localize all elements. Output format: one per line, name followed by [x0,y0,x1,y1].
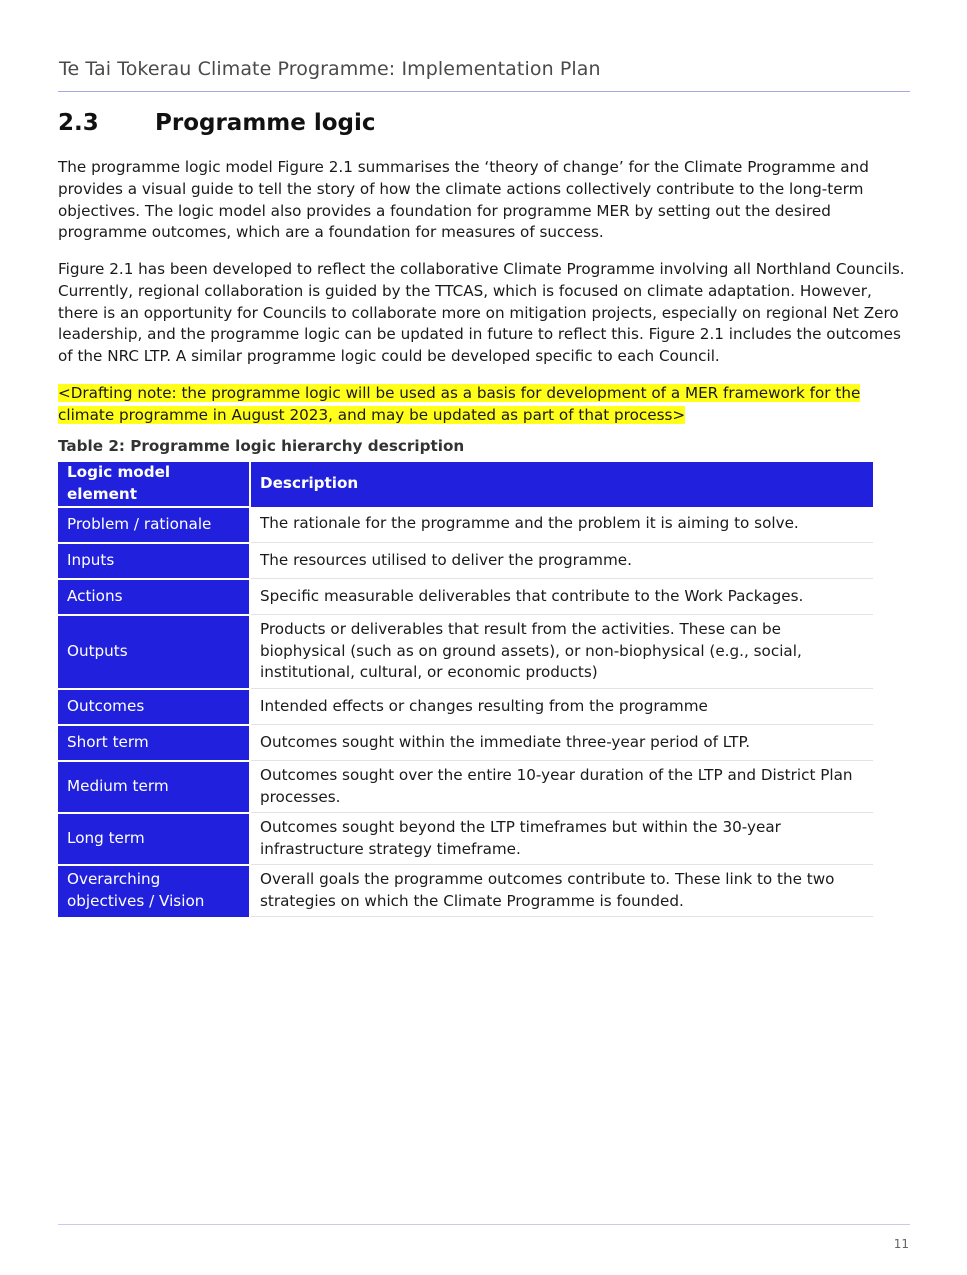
drafting-note-highlight: <Drafting note: the programme logic will be used as a basis for development of a MER framework for the climate programme in August 2023, and may be updated as part of that process> [58,384,861,424]
table-row [58,725,873,761]
table-header-row [58,462,873,507]
page-number: 11 [893,1237,909,1251]
row-description: Outcomes sought beyond the LTP timeframes but within the 30-year infrastructure strategy timeframe. [250,813,873,865]
programme-logic-table [58,462,873,917]
row-element: Medium term [58,761,250,813]
column-header-element: Logic model element [58,462,250,507]
table-row [58,579,873,615]
row-element: Short term [58,725,250,761]
paragraph-figure-description: Figure 2.1 has been developed to reflect the collaborative Climate Programme involving all Northland Councils. Currently, regional collaboration is guided by the TTCAS, which is focused on climate adaptation. However, there is an opportunity for Councils to collaborate more on mitigation projects, especially on regional Net Zero leadership, and the programme logic can be updated in future to reflect this. Figure 2.1 includes the outcomes of the NRC LTP. A similar programme logic could be developed specific to each Council. [58,260,905,366]
row-description: The rationale for the programme and the problem it is aiming to solve. [250,507,873,543]
section-title: Programme logic [155,110,376,136]
row-description: Specific measurable deliverables that contribute to the Work Packages. [250,579,873,615]
column-header-description: Description [250,462,873,507]
row-description: Products or deliverables that result from the activities. These can be biophysical (such as on ground assets), or non-biophysical (e.g., social, institutional, cultural, or economic products) [250,615,873,689]
table-row [58,865,873,917]
row-description: Intended effects or changes resulting from the programme [250,689,873,725]
footer-divider [58,1224,910,1225]
table-row [58,615,873,689]
table-row [58,689,873,725]
row-element: Outputs [58,615,250,689]
header-divider [58,91,910,92]
row-description: Outcomes sought within the immediate three-year period of LTP. [250,725,873,761]
row-description: The resources utilised to deliver the programme. [250,543,873,579]
row-element: Overarching objectives / Vision [58,865,250,917]
row-description: Overall goals the programme outcomes contribute to. These link to the two strategies on which the Climate Programme is founded. [250,865,873,917]
table-row [58,507,873,543]
section-heading [58,110,376,136]
drafting-note-paragraph [58,383,913,427]
section-number: 2.3 [58,110,99,136]
row-element: Long term [58,813,250,865]
paragraph-logic-model: The programme logic model Figure 2.1 summarises the ‘theory of change’ for the Climate Programme and provides a visual guide to tell the story of how the climate actions collectively contribute to the long-term objectives. The logic model also provides a foundation for programme MER by setting out the desired programme outcomes, which are a foundation for measures of success. [58,158,869,242]
row-element: Outcomes [58,689,250,725]
row-description: Outcomes sought over the entire 10-year duration of the LTP and District Plan processes. [250,761,873,813]
document-header-title: Te Tai Tokerau Climate Programme: Implementation Plan [59,58,601,80]
table-row [58,813,873,865]
table-caption: Table 2: Programme logic hierarchy description [58,437,465,455]
table-row [58,543,873,579]
row-element: Problem / rationale [58,507,250,543]
table-row [58,761,873,813]
row-element: Inputs [58,543,250,579]
row-element: Actions [58,579,250,615]
